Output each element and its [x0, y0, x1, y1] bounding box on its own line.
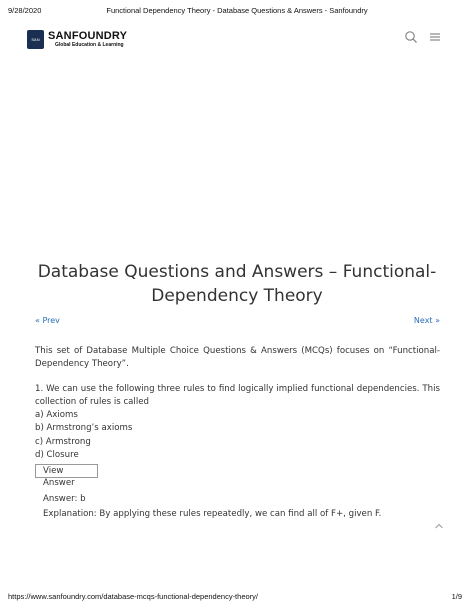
logo-badge-text: SAN: [31, 36, 40, 42]
print-page-number: 1/9: [451, 592, 462, 601]
option-b: b) Armstrong’s axioms: [35, 423, 133, 434]
site-tagline: Global Education & Learning: [55, 41, 124, 48]
options-list: [35, 409, 132, 463]
option-a: a) Axioms: [35, 410, 78, 420]
chevron-up-icon[interactable]: [434, 522, 444, 530]
next-link[interactable]: Next »: [413, 316, 440, 325]
option-d: d) Closure: [35, 450, 79, 461]
answer-text: Answer: b: [43, 494, 86, 504]
site-logo[interactable]: [27, 27, 127, 51]
print-page-title: Functional Dependency Theory - Database Questions & Answers - Sanfoundry: [106, 6, 368, 15]
print-date: 9/28/2020: [8, 6, 42, 15]
site-header: [0, 22, 474, 54]
menu-icon[interactable]: [428, 30, 442, 44]
search-icon[interactable]: [404, 30, 418, 44]
print-header: [0, 6, 474, 18]
option-c: c) Armstrong: [35, 436, 91, 447]
intro-text: This set of Database Multiple Choice Questions & Answers (MCQs) focuses on “Functional-Dependency Theory”.: [35, 346, 440, 369]
view-answer-button[interactable]: View Answer: [35, 464, 98, 478]
prev-link[interactable]: « Prev: [35, 316, 60, 325]
page-title: Database Questions and Answers – Functional-Dependency Theory: [37, 262, 437, 306]
print-footer: [0, 592, 474, 604]
logo-badge: [27, 30, 44, 49]
answer-block: [43, 492, 381, 522]
explanation-text: Explanation: By applying these rules repeatedly, we can find all of F+, given F.: [43, 509, 382, 519]
print-url: https://www.sanfoundry.com/database-mcqs-functional-dependency-theory/: [8, 592, 258, 601]
site-name: SANFOUNDRY: [48, 29, 128, 42]
question-text: 1. We can use the following three rules to find logically implied functional dependencies. This collection of rules is called: [35, 384, 440, 407]
